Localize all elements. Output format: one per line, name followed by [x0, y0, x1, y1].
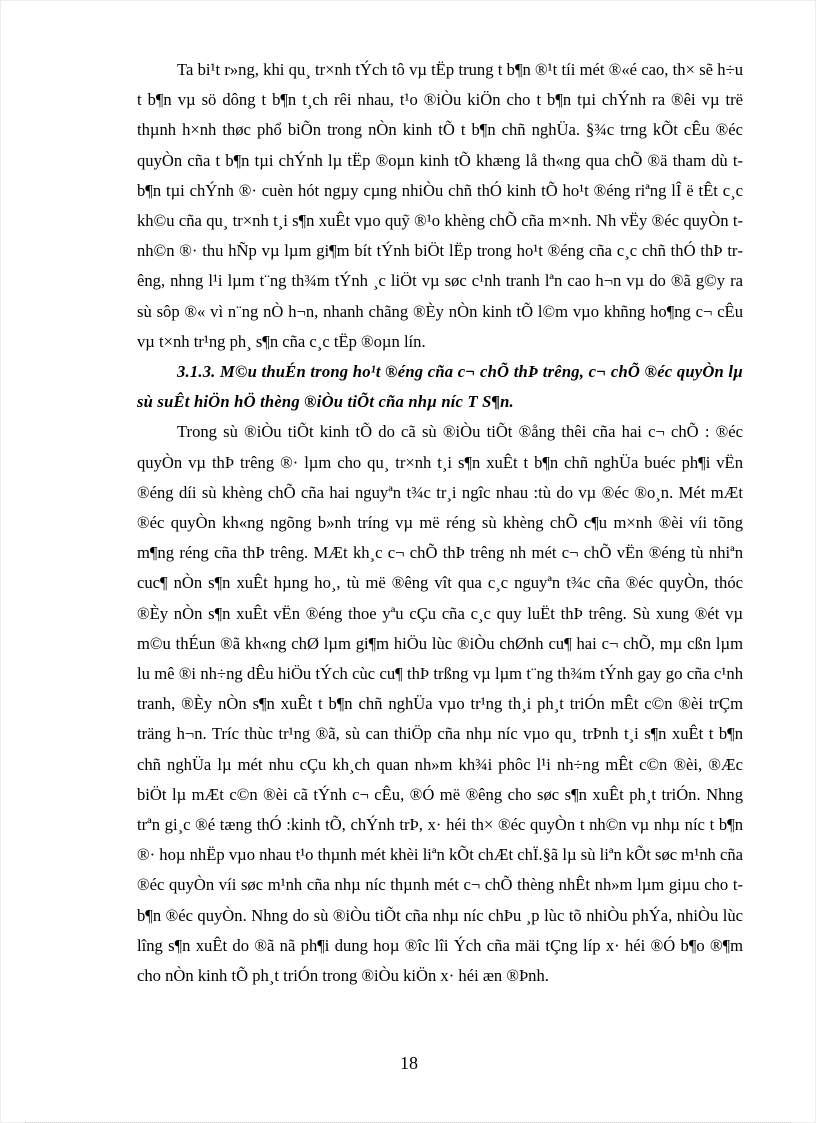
section-heading: 3.1.3. M©u thuÉn trong ho¹t ®éng cña c¬ chÕ thÞ trêng, c¬ chÕ ®éc quyÒn lµ sù suÊt hiÖn hÖ thèng ®iÒu tiÕt cña nhµ níc T S¶n.	[137, 362, 743, 412]
body-paragraph: Ta bi¹t r»ng, khi qu¸ tr×nh tÝch tô vµ tËp trung t b¶n ®¹t tíi mét ®«é cao, th× sẽ h÷u t b¶n vµ sö dông t b¶n t¸ch rêi nhau, t¹o ®iÒu kiÖn cho t b¶n tµi chÝnh ra ®êi vµ trë thµnh h×nh thøc phổ biÕn trong nÒn kinh tÕ t b¶n chñ nghÜa. §¾c trng kÕt cÊu ®éc quyÒn cña t b¶n tµi chÝnh lµ tËp ®oµn kinh tÕ khæng lå th«ng qua chÕ ®ä tham dù t b¶n tµi chÝnh ®· cuèn hót ngµy cµng nhiÒu chñ thÓ kinh tÕ ho¹t ®éng riªng lÎ ë tÊt c¸c kh©u cña qu¸ tr×nh t¸i s¶n xuÊt vµo quỹ ®¹o khèng chÕ cña m×nh. Nh vËy ®éc quyÒn t nh©n ®· thu hÑp vµ lµm gi¶m bít tÝnh biÖt lËp trong ho¹t ®éng cña c¸c chñ thÓ thÞ trêng, nhng l¹i lµm t¨ng th¾m tÝnh ¸c liÖt vµ søc c¹nh tranh lªn cao h¬n vµ do ®ã g©y ra sù sôp ®« vì n¨ng nÒ h¬n, nhanh chãng ®Èy nÒn kinh tÕ l©m vµo khñng ho¶ng c¬ cÊu vµ t×nh tr¹ng ph¸ s¶n cña c¸c tËp ®oµn lín.	[137, 60, 743, 351]
page-number: 18	[400, 1053, 418, 1073]
body-paragraph: Trong sù ®iÒu tiÕt kinh tÕ do cã sù ®iÒu tiÕt ®ång thêi cña hai c¬ chÕ : ®éc quyÒn vµ thÞ trêng ®· lµm cho qu¸ tr×nh t¸i s¶n xuÊt t b¶n chñ nghÜa buéc ph¶i vËn ®éng díi sù khèng chÕ cña hai nguyªn t¾c tr¸i ngîc nhau :tù do vµ ®éc ®o¸n. Mét mÆt ®éc quyÒn kh«ng ngõng b»nh tríng vµ më réng sù khèng chÕ c¶u m×nh ®èi víi tõng m¶ng réng cña thÞ trêng. MÆt kh¸c c¬ chÕ thÞ trêng nh mét c¬ chÕ vËn ®éng tù nhiªn cuc¶ nÒn s¶n xuÊt hµng ho¸, tù më ®êng vît qua c¸c nguyªn t¾c cña ®éc quyÒn, thóc ®Èy nÒn s¶n xuÊt vËn ®éng thoe yªu cÇu cña c¸c quy luËt thÞ trêng. Sù xung ®ét vµ m©u thÉun ®ã kh«ng chØ lµm gi¶m hiÖu lùc ®iÒu chØnh cu¶ hai c¬ chÕ, mµ cßn lµm lu mê ®i nh÷ng dÊu hiÖu tÝch cùc cu¶ thÞ trßng vµ lµm t¨ng th¾m tÝnh gay go cña c¹nh tranh, ®Èy nÒn s¶n xuÊt t b¶n chñ nghÜa vµo tr¹ng th¸i ph¸t triÓn mÊt c©n ®èi trÇm träng h¬n. Tríc thùc tr¹ng ®ã, sù can thiÖp cña nhµ níc vµo qu¸ trÞnh t¸i s¶n xuÊt t b¶n chñ nghÜa lµ mét nhu cÇu kh¸ch quan nh»m kh¾i phôc l¹i nh÷ng mÊt c©n ®èi, ®Æc biÖt lµ mÆt c©n ®èi cã tÝnh c¬ cÊu, ®Ó më ®êng cho søc s¶n xuÊt ph¸t triÓn. Nhng trªn gi¸c ®é tæng thÓ :kinh tÕ, chÝnh trÞ, x· héi th× ®éc quyÒn t nh©n vµ nhµ níc t b¶n ®· hoµ nhËp vµo nhau t¹o thµnh mét khèi liªn kÕt chÆt chÏ.§ã lµ sù liªn kÕt søc m¹nh cña ®éc quyÒn víi søc m¹nh cña nhµ níc thµnh mét c¬ chÕ thèng nhÊt nh»m lµm giµu cho t b¶n ®éc quyÒn. Nhng do sù ®iÒu tiÕt cña nhµ níc chÞu ¸p lùc tõ nhiÒu phÝa, nhiÒu lùc lîng s¶n xuÊt do ®ã nã ph¶i dung hoµ ®îc lîi Ých cña mäi tÇng líp x· héi ®Ó b¶o ®¶m cho nÒn kinh tÕ ph¸t triÓn trong ®iÒu kiÖn x· héi æn ®Þnh.	[137, 422, 743, 986]
page-content	[137, 55, 743, 991]
